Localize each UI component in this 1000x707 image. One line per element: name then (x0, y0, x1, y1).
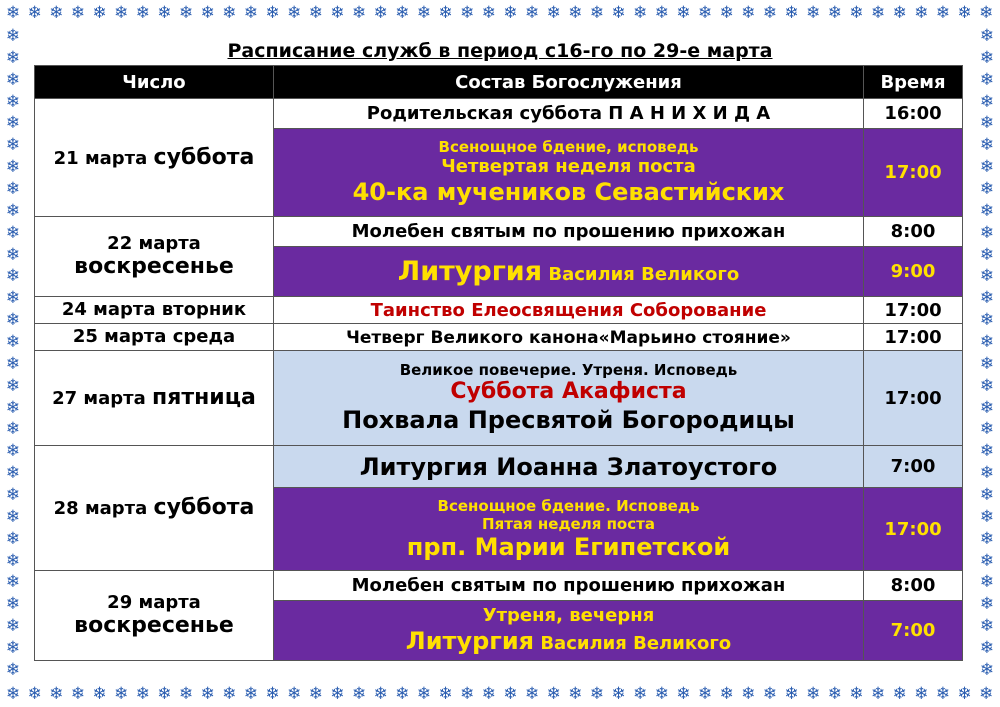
snowflake-ornament-icon: ❄ (979, 550, 995, 571)
weekday-label: пятница (152, 385, 256, 411)
snowflake-ornament-icon: ❄ (5, 26, 21, 46)
snowflake-ornament-icon: ❄ (5, 135, 21, 156)
snowflake-ornament-icon: ❄ (5, 397, 21, 418)
snowflake-ornament-icon: ❄ (352, 683, 367, 704)
snowflake-ornament-icon: ❄ (979, 91, 995, 112)
service-cell (274, 446, 864, 488)
service-line: Молебен святым по прошению прихожан (351, 575, 786, 596)
snowflake-ornament-icon: ❄ (460, 2, 475, 23)
snowflake-ornament-icon: ❄ (935, 2, 951, 23)
snowflake-ornament-icon: ❄ (849, 2, 864, 23)
snowflake-ornament-icon: ❄ (5, 157, 21, 178)
snowflake-ornament-icon: ❄ (611, 683, 626, 704)
weekday-label: суббота (153, 144, 255, 170)
date-label: 24 марта (61, 298, 156, 320)
snowflake-ornament-icon: ❄ (5, 69, 21, 90)
snowflake-ornament-icon: ❄ (222, 2, 237, 23)
service-line: Четвертая неделя поста (441, 156, 696, 178)
time-cell: 8:00 (864, 571, 963, 601)
snowflake-ornament-icon: ❄ (892, 683, 907, 704)
snowflake-ornament-icon: ❄ (481, 2, 496, 23)
service-cell (274, 99, 864, 129)
snowflake-ornament-icon: ❄ (806, 683, 821, 704)
snowflake-ornament-icon: ❄ (979, 463, 995, 484)
snowflake-ornament-icon: ❄ (179, 683, 194, 704)
service-rest: Василия Великого (548, 264, 740, 285)
snowflake-ornament-icon: ❄ (49, 683, 64, 704)
table-row (35, 571, 963, 601)
snowflake-ornament-icon: ❄ (979, 638, 995, 659)
table-header-row (35, 66, 963, 99)
snowflake-ornament-icon: ❄ (179, 2, 194, 23)
table-row (35, 297, 963, 324)
ornament-border-bottom (0, 681, 1000, 707)
snowflake-ornament-icon: ❄ (5, 288, 21, 309)
snowflake-ornament-icon: ❄ (5, 441, 21, 462)
service-main: Литургия (405, 626, 535, 655)
snowflake-ornament-icon: ❄ (5, 244, 21, 265)
service-cell (274, 601, 864, 661)
snowflake-ornament-icon: ❄ (5, 550, 21, 571)
snowflake-ornament-icon: ❄ (979, 244, 995, 265)
service-line: Родительская суббота П А Н И Х И Д А (366, 103, 771, 124)
snowflake-ornament-icon: ❄ (914, 683, 929, 704)
snowflake-ornament-icon: ❄ (114, 2, 129, 23)
snowflake-ornament-icon: ❄ (979, 157, 995, 178)
snowflake-ornament-icon: ❄ (5, 200, 21, 221)
snowflake-ornament-icon: ❄ (308, 2, 323, 23)
snowflake-ornament-icon: ❄ (265, 683, 280, 704)
time-cell: 17:00 (864, 324, 963, 351)
snowflake-ornament-icon: ❄ (698, 683, 713, 704)
header-time: Время (864, 66, 963, 99)
time-cell: 8:00 (864, 217, 963, 247)
weekday-label: воскресенье (74, 613, 234, 639)
snowflake-ornament-icon: ❄ (5, 353, 21, 374)
snowflake-ornament-icon: ❄ (287, 2, 302, 23)
table-row (35, 324, 963, 351)
snowflake-ornament-icon: ❄ (352, 2, 367, 23)
snowflake-ornament-icon: ❄ (979, 69, 995, 90)
snowflake-ornament-icon: ❄ (5, 375, 21, 396)
snowflake-ornament-icon: ❄ (979, 659, 995, 680)
ornament-border-right (974, 26, 1000, 681)
snowflake-ornament-icon: ❄ (719, 2, 734, 23)
snowflake-ornament-icon: ❄ (979, 616, 995, 637)
snowflake-ornament-icon: ❄ (5, 419, 21, 440)
snowflake-ornament-icon: ❄ (979, 375, 995, 396)
snowflake-ornament-icon: ❄ (5, 310, 21, 331)
snowflake-ornament-icon: ❄ (5, 91, 21, 112)
time-cell: 7:00 (864, 601, 963, 661)
date-cell (35, 217, 274, 297)
snowflake-ornament-icon: ❄ (243, 683, 259, 704)
snowflake-ornament-icon: ❄ (49, 2, 64, 23)
snowflake-ornament-icon: ❄ (741, 2, 756, 23)
snowflake-ornament-icon: ❄ (395, 683, 410, 704)
service-cell (274, 324, 864, 351)
snowflake-ornament-icon: ❄ (5, 222, 21, 243)
date-label: 25 марта (72, 325, 167, 347)
snowflake-ornament-icon: ❄ (222, 683, 237, 704)
snowflake-ornament-icon: ❄ (27, 2, 42, 23)
snowflake-ornament-icon: ❄ (719, 683, 734, 704)
snowflake-ornament-icon: ❄ (5, 113, 21, 134)
weekday-label: суббота (153, 495, 255, 521)
date-cell (35, 297, 274, 324)
snowflake-ornament-icon: ❄ (633, 2, 648, 23)
snowflake-ornament-icon: ❄ (6, 683, 21, 704)
snowflake-ornament-icon: ❄ (5, 47, 21, 68)
snowflake-ornament-icon: ❄ (979, 485, 995, 506)
snowflake-ornament-icon: ❄ (5, 332, 21, 353)
snowflake-ornament-icon: ❄ (979, 266, 995, 287)
service-line: Всенощное бдение. Исповедь (437, 496, 700, 515)
snowflake-ornament-icon: ❄ (92, 2, 107, 23)
snowflake-ornament-icon: ❄ (979, 419, 995, 440)
snowflake-ornament-icon: ❄ (5, 506, 21, 527)
snowflake-ornament-icon: ❄ (546, 2, 561, 23)
snowflake-ornament-icon: ❄ (27, 683, 42, 704)
snowflake-ornament-icon: ❄ (330, 2, 345, 23)
snowflake-ornament-icon: ❄ (525, 683, 540, 704)
service-line: Молебен святым по прошению прихожан (351, 221, 786, 242)
snowflake-ornament-icon: ❄ (373, 2, 388, 23)
snowflake-ornament-icon: ❄ (979, 135, 995, 156)
snowflake-ornament-icon: ❄ (741, 683, 756, 704)
snowflake-ornament-icon: ❄ (503, 2, 518, 23)
time-cell: 7:00 (864, 446, 963, 488)
service-cell (274, 571, 864, 601)
snowflake-ornament-icon: ❄ (633, 683, 648, 704)
ornament-border-top (0, 0, 1000, 26)
snowflake-ornament-icon: ❄ (654, 683, 669, 704)
snowflake-ornament-icon: ❄ (503, 683, 518, 704)
snowflake-ornament-icon: ❄ (979, 222, 995, 243)
table-row (35, 99, 963, 129)
service-cell (274, 247, 864, 297)
snowflake-ornament-icon: ❄ (5, 463, 21, 484)
service-line: прп. Марии Египетской (406, 532, 731, 561)
snowflake-ornament-icon: ❄ (698, 2, 713, 23)
snowflake-ornament-icon: ❄ (979, 506, 995, 527)
snowflake-ornament-icon: ❄ (849, 683, 864, 704)
table-row (35, 446, 963, 488)
snowflake-ornament-icon: ❄ (568, 2, 583, 23)
snowflake-ornament-icon: ❄ (979, 683, 994, 704)
snowflake-ornament-icon: ❄ (979, 332, 995, 353)
snowflake-ornament-icon: ❄ (957, 2, 972, 23)
snowflake-ornament-icon: ❄ (373, 683, 388, 704)
time-cell: 17:00 (864, 351, 963, 446)
page-title: Расписание служб в период с16-го по 29-е марта (227, 40, 773, 62)
time-cell: 17:00 (864, 129, 963, 217)
snowflake-ornament-icon: ❄ (157, 683, 172, 704)
snowflake-ornament-icon: ❄ (957, 683, 972, 704)
time-cell: 9:00 (864, 247, 963, 297)
service-line: Всенощное бдение, исповедь (438, 138, 699, 157)
service-line: Суббота Акафиста (450, 379, 687, 405)
date-label: 28 марта (53, 498, 148, 520)
date-cell (35, 351, 274, 446)
service-line: Таинство Елеосвящения Соборование (370, 299, 767, 321)
snowflake-ornament-icon: ❄ (92, 683, 107, 704)
snowflake-ornament-icon: ❄ (5, 594, 21, 615)
snowflake-ornament-icon: ❄ (979, 594, 995, 615)
snowflake-ornament-icon: ❄ (589, 683, 605, 704)
snowflake-ornament-icon: ❄ (784, 2, 799, 23)
weekday-label: среда (172, 325, 236, 347)
snowflake-ornament-icon: ❄ (979, 397, 995, 418)
snowflake-ornament-icon: ❄ (589, 2, 605, 23)
snowflake-ornament-icon: ❄ (979, 179, 995, 200)
snowflake-ornament-icon: ❄ (330, 683, 345, 704)
snowflake-ornament-icon: ❄ (979, 113, 995, 134)
snowflake-ornament-icon: ❄ (827, 683, 842, 704)
weekday-label: вторник (161, 298, 247, 320)
snowflake-ornament-icon: ❄ (5, 266, 21, 287)
snowflake-ornament-icon: ❄ (979, 572, 995, 593)
snowflake-ornament-icon: ❄ (200, 2, 215, 23)
table-row (35, 217, 963, 247)
header-date: Число (35, 66, 274, 99)
service-line: Четверг Великого канона«Марьино стояние» (346, 327, 791, 348)
snowflake-ornament-icon: ❄ (568, 683, 583, 704)
service-line: Похвала Пресвятой Богородицы (342, 405, 795, 434)
snowflake-ornament-icon: ❄ (762, 2, 778, 23)
service-line: Литургия Иоанна Златоустого (359, 452, 778, 481)
service-main: Литургия (397, 256, 543, 287)
snowflake-ornament-icon: ❄ (979, 528, 995, 549)
snowflake-ornament-icon: ❄ (525, 2, 540, 23)
snowflake-ornament-icon: ❄ (806, 2, 821, 23)
service-cell (274, 488, 864, 571)
table-row (35, 351, 963, 446)
snowflake-ornament-icon: ❄ (416, 2, 432, 23)
snowflake-ornament-icon: ❄ (5, 179, 21, 200)
service-cell (274, 351, 864, 446)
snowflake-ornament-icon: ❄ (135, 683, 150, 704)
snowflake-ornament-icon: ❄ (6, 2, 21, 23)
snowflake-ornament-icon: ❄ (438, 683, 453, 704)
snowflake-ornament-icon: ❄ (827, 2, 842, 23)
time-cell: 17:00 (864, 297, 963, 324)
snowflake-ornament-icon: ❄ (70, 683, 86, 704)
service-line: 40-ка мучеников Севастийских (352, 177, 785, 206)
snowflake-ornament-icon: ❄ (438, 2, 453, 23)
snowflake-ornament-icon: ❄ (5, 528, 21, 549)
date-label: 21 марта (53, 147, 148, 169)
time-cell: 17:00 (864, 488, 963, 571)
snowflake-ornament-icon: ❄ (979, 200, 995, 221)
snowflake-ornament-icon: ❄ (5, 572, 21, 593)
date-label: 27 марта (52, 388, 146, 410)
date-cell (35, 324, 274, 351)
service-cell (274, 297, 864, 324)
snowflake-ornament-icon: ❄ (481, 683, 496, 704)
snowflake-ornament-icon: ❄ (243, 2, 259, 23)
schedule-table (34, 65, 963, 661)
snowflake-ornament-icon: ❄ (200, 683, 215, 704)
snowflake-ornament-icon: ❄ (871, 683, 886, 704)
snowflake-ornament-icon: ❄ (676, 683, 691, 704)
snowflake-ornament-icon: ❄ (979, 353, 995, 374)
snowflake-ornament-icon: ❄ (5, 485, 21, 506)
date-label: 29 марта (107, 591, 201, 613)
snowflake-ornament-icon: ❄ (979, 2, 994, 23)
snowflake-ornament-icon: ❄ (871, 2, 886, 23)
snowflake-ornament-icon: ❄ (762, 683, 778, 704)
service-line: Пятая неделя поста (482, 514, 655, 533)
snowflake-ornament-icon: ❄ (135, 2, 150, 23)
snowflake-ornament-icon: ❄ (265, 2, 280, 23)
snowflake-ornament-icon: ❄ (546, 683, 561, 704)
snowflake-ornament-icon: ❄ (157, 2, 172, 23)
date-cell (35, 99, 274, 217)
snowflake-ornament-icon: ❄ (5, 638, 21, 659)
ornament-border-left (0, 26, 26, 681)
snowflake-ornament-icon: ❄ (979, 441, 995, 462)
snowflake-ornament-icon: ❄ (979, 310, 995, 331)
snowflake-ornament-icon: ❄ (611, 2, 626, 23)
snowflake-ornament-icon: ❄ (70, 2, 86, 23)
snowflake-ornament-icon: ❄ (5, 616, 21, 637)
date-cell (35, 446, 274, 571)
snowflake-ornament-icon: ❄ (308, 683, 323, 704)
service-cell (274, 217, 864, 247)
snowflake-ornament-icon: ❄ (979, 26, 995, 46)
service-line: Великое повечерие. Утреня. Исповедь (399, 361, 738, 380)
service-line: Утреня, вечерня (482, 605, 655, 627)
snowflake-ornament-icon: ❄ (114, 683, 129, 704)
snowflake-ornament-icon: ❄ (5, 659, 21, 680)
snowflake-ornament-icon: ❄ (460, 683, 475, 704)
snowflake-ornament-icon: ❄ (676, 2, 691, 23)
weekday-label: воскресенье (74, 254, 234, 280)
time-cell: 16:00 (864, 99, 963, 129)
snowflake-ornament-icon: ❄ (784, 683, 799, 704)
snowflake-ornament-icon: ❄ (935, 683, 951, 704)
date-cell (35, 571, 274, 661)
snowflake-ornament-icon: ❄ (892, 2, 907, 23)
snowflake-ornament-icon: ❄ (395, 2, 410, 23)
snowflake-ornament-icon: ❄ (979, 288, 995, 309)
snowflake-ornament-icon: ❄ (287, 683, 302, 704)
date-label: 22 марта (107, 232, 201, 254)
snowflake-ornament-icon: ❄ (979, 47, 995, 68)
snowflake-ornament-icon: ❄ (914, 2, 929, 23)
header-service: Состав Богослужения (274, 66, 864, 99)
service-cell (274, 129, 864, 217)
snowflake-ornament-icon: ❄ (654, 2, 669, 23)
snowflake-ornament-icon: ❄ (416, 683, 432, 704)
service-rest: Василия Великого (540, 632, 732, 654)
